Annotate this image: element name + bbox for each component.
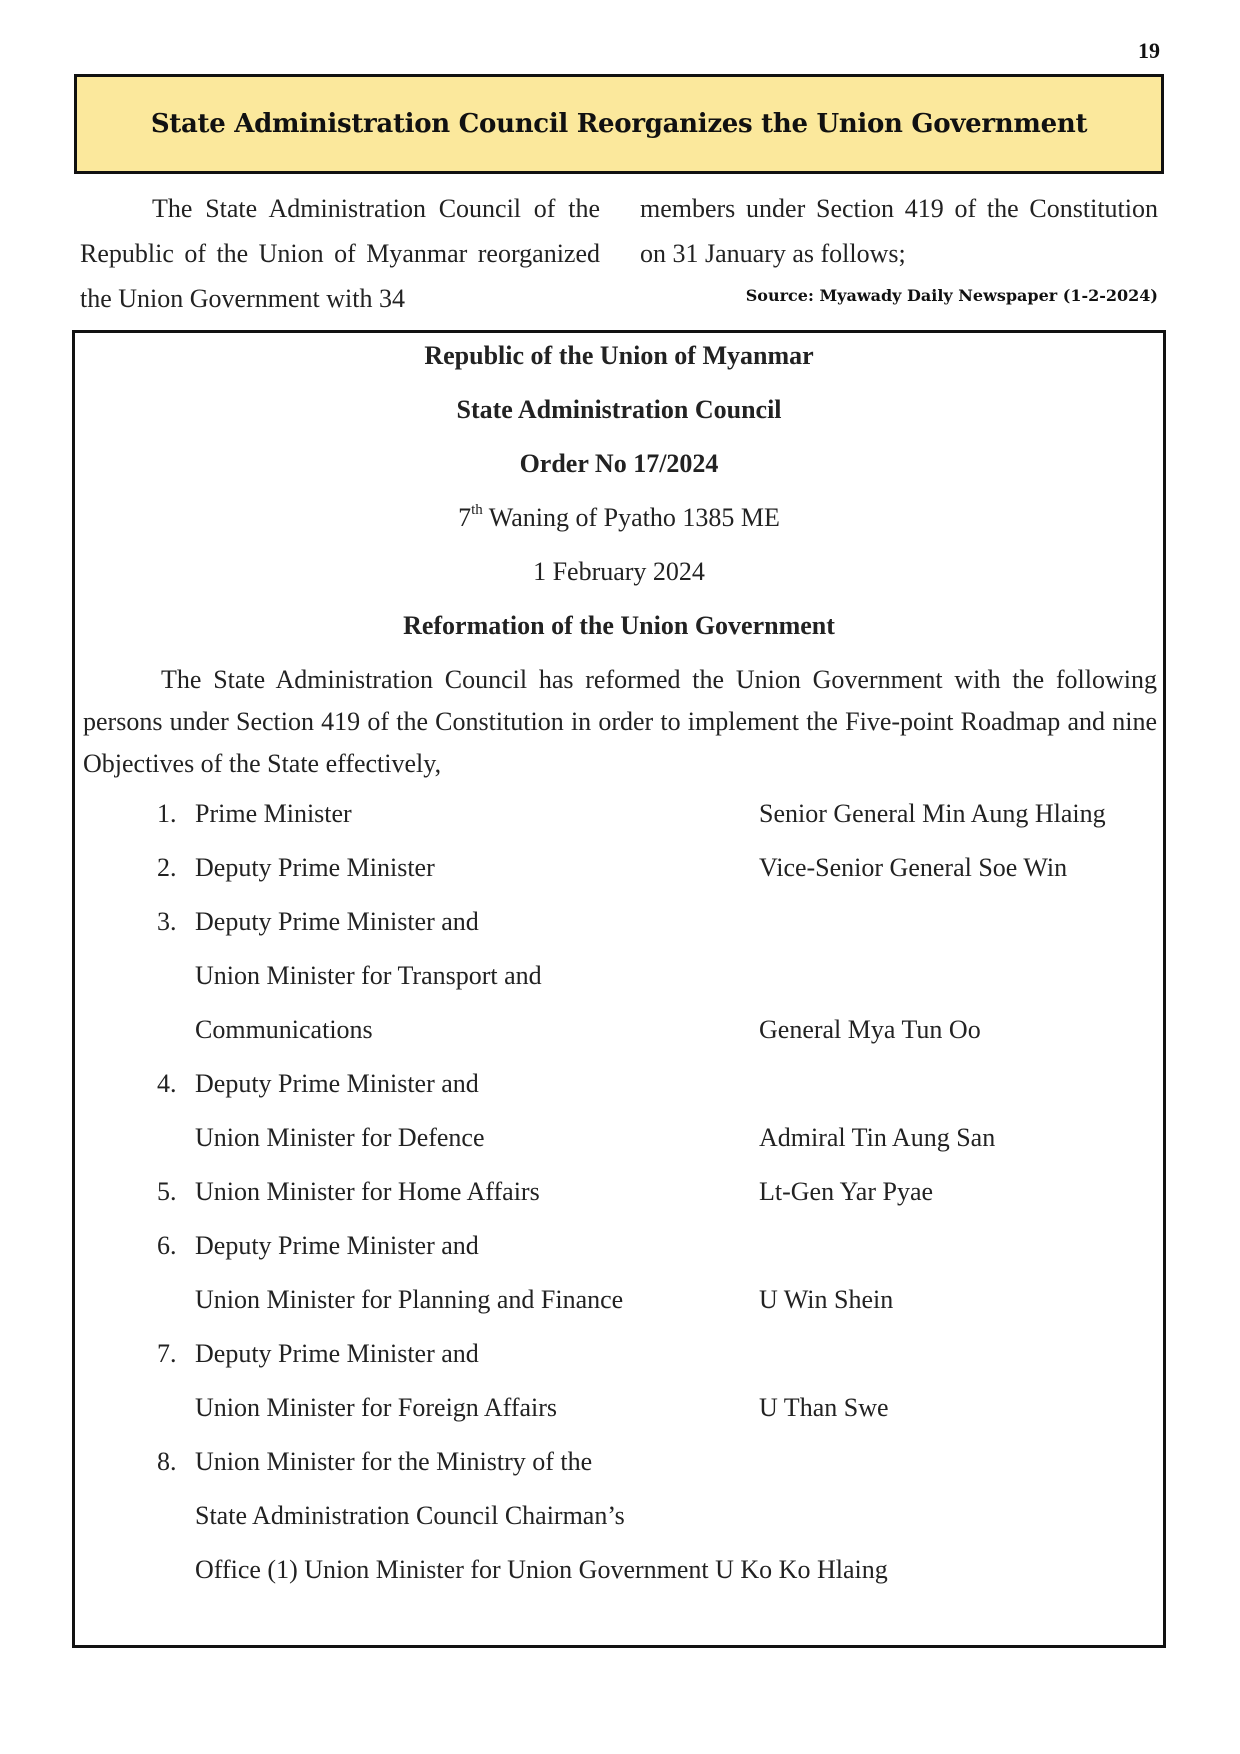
source-citation: Source: Myawady Daily Newspaper (1-2-2024) bbox=[745, 286, 1158, 305]
appointee-name: General Mya Tun Oo bbox=[759, 1015, 981, 1044]
appointment-position-line: Office (1) Union Minister for Union Government U Ko Ko Hlaing bbox=[195, 1555, 888, 1584]
appointment-position-line: Union Minister for Home Affairs bbox=[195, 1177, 540, 1206]
appointment-position-line: Communications bbox=[195, 1015, 373, 1044]
appointment-position-line: Union Minister for Transport and bbox=[195, 961, 542, 990]
appointment-number: 4. bbox=[157, 1069, 177, 1098]
appointment-position-line: Deputy Prime Minister and bbox=[195, 1069, 479, 1098]
lunar-day: 7 bbox=[458, 503, 472, 532]
appointment-position-line: Deputy Prime Minister bbox=[195, 853, 435, 882]
order-date: 1 February 2024 bbox=[533, 557, 705, 586]
appointment-number: 8. bbox=[157, 1447, 177, 1476]
appointment-number: 2. bbox=[157, 853, 177, 882]
appointment-number: 3. bbox=[157, 907, 177, 936]
appointee-name: Senior General Min Aung Hlaing bbox=[759, 799, 1106, 828]
page-number: 19 bbox=[1138, 38, 1160, 63]
order-number: Order No 17/2024 bbox=[519, 449, 719, 478]
appointee-name: Vice-Senior General Soe Win bbox=[759, 853, 1068, 882]
order-country: Republic of the Union of Myanmar bbox=[424, 341, 814, 370]
appointment-position-line: Union Minister for Planning and Finance bbox=[195, 1285, 624, 1314]
appointee-name: Admiral Tin Aung San bbox=[759, 1123, 996, 1152]
order-lunar-date bbox=[75, 503, 1163, 533]
appointment-position-line: State Administration Council Chairman’s bbox=[195, 1501, 625, 1530]
order-subject: Reformation of the Union Government bbox=[403, 611, 835, 640]
appointment-position-line: Prime Minister bbox=[195, 799, 352, 828]
appointee-name: U Win Shein bbox=[759, 1285, 894, 1314]
order-paragraph: The State Administration Council has reformed the Union Government with the following persons under Section 419 of the Constitution in order to implement the Five-point Roadmap and nine Objectives of the State effectively, bbox=[83, 665, 1157, 778]
appointment-position-line: Union Minister for the Ministry of the bbox=[195, 1447, 593, 1476]
lunar-date-rest: Waning of Pyatho 1385 ME bbox=[482, 503, 780, 532]
order-council: State Administration Council bbox=[456, 395, 782, 424]
appointment-position-line: Deputy Prime Minister and bbox=[195, 907, 479, 936]
intro-left-column bbox=[80, 186, 600, 321]
intro-right-text: members under Section 419 of the Constitution on 31 January as follows; bbox=[640, 194, 1158, 268]
order-box bbox=[72, 330, 1166, 1648]
appointment-number: 1. bbox=[157, 799, 177, 828]
appointment-number: 7. bbox=[157, 1339, 177, 1368]
article-header bbox=[74, 74, 1164, 174]
article-title: State Administration Council Reorganizes the Union Government bbox=[150, 109, 1088, 139]
appointment-number: 6. bbox=[157, 1231, 177, 1260]
intro-left-text: The State Administration Council of the Republic of the Union of Myanmar reorganized the Union Government with 34 bbox=[80, 194, 600, 313]
appointee-name: U Than Swe bbox=[759, 1393, 889, 1422]
appointment-position-line: Union Minister for Defence bbox=[195, 1123, 485, 1152]
appointment-position-line: Deputy Prime Minister and bbox=[195, 1339, 479, 1368]
appointment-position-line: Union Minister for Foreign Affairs bbox=[195, 1393, 558, 1422]
intro-right-column bbox=[640, 186, 1158, 276]
appointment-position-line: Deputy Prime Minister and bbox=[195, 1231, 479, 1260]
appointment-number: 5. bbox=[157, 1177, 177, 1206]
lunar-day-suffix: th bbox=[471, 502, 483, 518]
appointee-name: Lt-Gen Yar Pyae bbox=[759, 1177, 934, 1206]
